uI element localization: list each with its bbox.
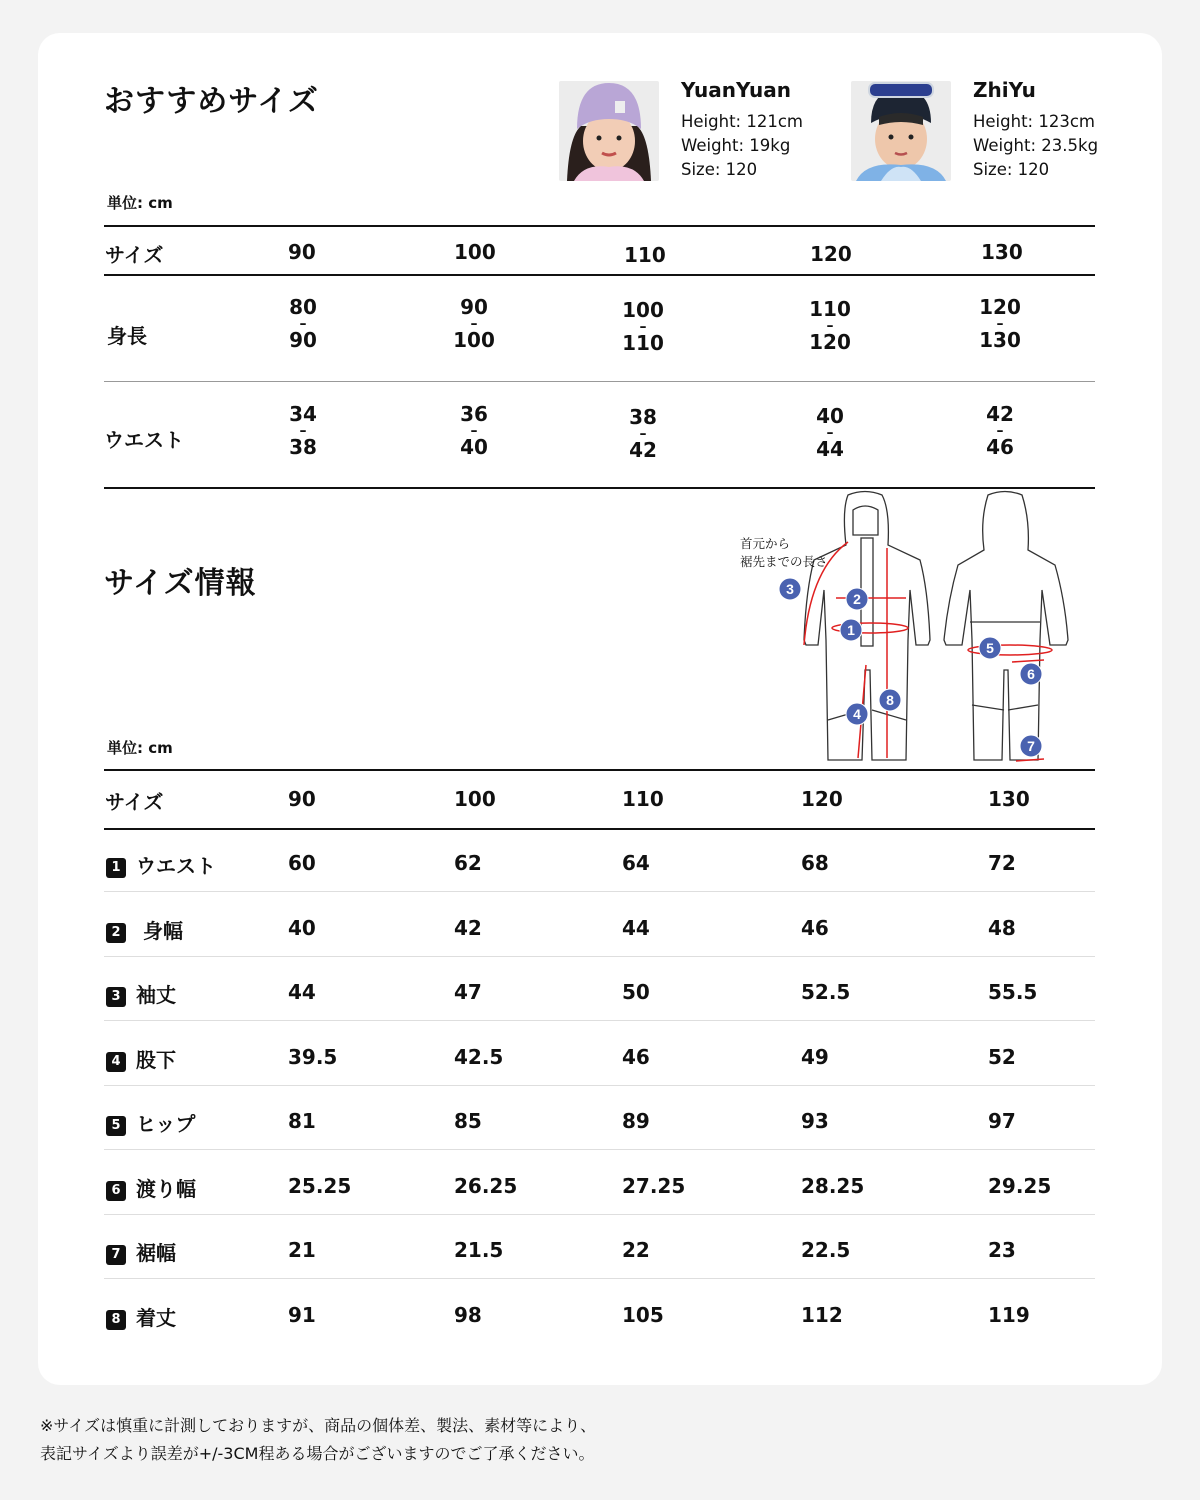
- recommend-header-label: サイズ: [105, 243, 164, 267]
- measurement-row-label: 1 ウエスト: [106, 850, 216, 879]
- recommend-size-90: 90: [288, 240, 316, 264]
- measurement-value: 46: [622, 1045, 650, 1069]
- model-size: Size: 120: [681, 160, 758, 179]
- recommend-size-110: 110: [624, 243, 666, 267]
- diagram-annotation: 首元から 裾先までの長さ: [740, 536, 828, 569]
- measurement-value: 60: [288, 851, 316, 875]
- svg-text:3: 3: [786, 581, 794, 597]
- number-badge-icon: 2: [106, 923, 126, 943]
- range-cell: 110 – 120: [809, 297, 851, 354]
- model-weight: Weight: 23.5kg: [973, 136, 1099, 155]
- measurement-value: 42: [454, 916, 482, 940]
- measurement-value: 52.5: [801, 980, 851, 1004]
- divider: [104, 891, 1095, 892]
- measurement-value: 26.25: [454, 1174, 518, 1198]
- measurement-row-label: 5 ヒップ: [106, 1108, 195, 1137]
- measurement-value: 22.5: [801, 1238, 851, 1262]
- model-photo-zhiyu: [851, 81, 951, 181]
- measurement-value: 55.5: [988, 980, 1038, 1004]
- divider: [104, 1085, 1095, 1086]
- measurement-row-label: 7 裾幅: [106, 1237, 176, 1266]
- range-cell: 80 – 90: [289, 295, 317, 352]
- model-card-yuanyuan: [681, 78, 803, 182]
- svg-text:1: 1: [847, 622, 855, 638]
- range-cell: 40 – 44: [816, 404, 844, 461]
- range-cell: 42 – 46: [986, 402, 1014, 459]
- number-badge-icon: 7: [106, 1245, 126, 1265]
- number-badge-icon: 1: [106, 858, 126, 878]
- measurement-row-label: 3 袖丈: [106, 979, 176, 1008]
- measurement-row-label: 6 渡り幅: [106, 1173, 196, 1202]
- measurement-value: 27.25: [622, 1174, 686, 1198]
- recommend-size-120: 120: [810, 242, 852, 266]
- measurement-value: 91: [288, 1303, 316, 1327]
- info-size-130: 130: [988, 787, 1030, 811]
- measurement-value: 50: [622, 980, 650, 1004]
- info-size-110: 110: [622, 787, 664, 811]
- number-badge-icon: 4: [106, 1052, 126, 1072]
- model-height: Height: 121cm: [681, 112, 803, 131]
- divider: [104, 274, 1095, 276]
- measurement-value: 28.25: [801, 1174, 865, 1198]
- model-weight: Weight: 19kg: [681, 136, 791, 155]
- recommend-size-130: 130: [981, 240, 1023, 264]
- number-badge-icon: 8: [106, 1310, 126, 1330]
- svg-text:2: 2: [853, 591, 861, 607]
- disclaimer-note: ※サイズは慎重に計測しておりますが、商品の個体差、製法、素材等により、 表記サイズより誤差が+/-3CM程ある場合がございますのでご了承ください。: [40, 1416, 597, 1463]
- range-cell: 34 – 38: [289, 402, 317, 459]
- range-cell: 36 – 40: [460, 402, 488, 459]
- measurement-value: 23: [988, 1238, 1016, 1262]
- divider: [104, 381, 1095, 382]
- info-unit-label: 単位: cm: [107, 739, 173, 757]
- info-size-100: 100: [454, 787, 496, 811]
- range-cell: 100 – 110: [622, 298, 664, 355]
- measurement-value: 98: [454, 1303, 482, 1327]
- measurement-row-label: 8 着丈: [106, 1302, 176, 1331]
- measurement-value: 89: [622, 1109, 650, 1133]
- range-cell: 90 – 100: [453, 295, 495, 352]
- divider: [104, 225, 1095, 227]
- measurement-value: 21.5: [454, 1238, 504, 1262]
- measurement-value: 64: [622, 851, 650, 875]
- measurement-value: 93: [801, 1109, 829, 1133]
- boy-photo-icon: [851, 81, 951, 181]
- divider: [104, 1214, 1095, 1215]
- snowsuit-diagram-icon: [720, 490, 1100, 770]
- model-height: Height: 123cm: [973, 112, 1095, 131]
- model-photo-yuanyuan: [559, 81, 659, 181]
- measurement-value: 97: [988, 1109, 1016, 1133]
- range-cell: 120 – 130: [979, 295, 1021, 352]
- number-badge-icon: 5: [106, 1116, 126, 1136]
- girl-photo-icon: [559, 81, 659, 181]
- measurement-value: 42.5: [454, 1045, 504, 1069]
- divider: [104, 828, 1095, 830]
- measurement-value: 72: [988, 851, 1016, 875]
- recommend-title: おすすめサイズ: [104, 84, 319, 119]
- measurement-value: 112: [801, 1303, 843, 1327]
- measurement-value: 44: [622, 916, 650, 940]
- measurement-value: 44: [288, 980, 316, 1004]
- measurement-value: 48: [988, 916, 1016, 940]
- divider: [104, 487, 1095, 489]
- recommend-unit-label: 単位: cm: [107, 194, 173, 212]
- measurement-value: 22: [622, 1238, 650, 1262]
- info-size-90: 90: [288, 787, 316, 811]
- divider: [104, 769, 1095, 771]
- measurement-value: 52: [988, 1045, 1016, 1069]
- measurement-value: 119: [988, 1303, 1030, 1327]
- divider: [104, 1020, 1095, 1021]
- measurement-value: 21: [288, 1238, 316, 1262]
- measurement-value: 105: [622, 1303, 664, 1327]
- svg-text:6: 6: [1027, 666, 1035, 682]
- model-name: ZhiYu: [973, 78, 1036, 102]
- range-cell: 38 – 42: [629, 405, 657, 462]
- measurement-value: 40: [288, 916, 316, 940]
- number-badge-icon: 6: [106, 1181, 126, 1201]
- info-size-120: 120: [801, 787, 843, 811]
- measurement-value: 46: [801, 916, 829, 940]
- recommend-size-100: 100: [454, 240, 496, 264]
- measurement-value: 29.25: [988, 1174, 1052, 1198]
- measurement-value: 62: [454, 851, 482, 875]
- row-label-waist: ウエスト: [104, 428, 184, 452]
- model-size: Size: 120: [973, 160, 1050, 179]
- measurement-value: 49: [801, 1045, 829, 1069]
- info-title: サイズ情報: [104, 566, 257, 601]
- svg-text:7: 7: [1027, 738, 1035, 754]
- row-label-height: 身長: [107, 324, 147, 348]
- svg-text:8: 8: [886, 692, 894, 708]
- model-name: YuanYuan: [681, 78, 791, 102]
- measurement-row-label: 4 股下: [106, 1044, 176, 1073]
- number-badge-icon: 3: [106, 987, 126, 1007]
- svg-text:5: 5: [986, 640, 994, 656]
- measurement-value: 39.5: [288, 1045, 338, 1069]
- info-header-label: サイズ: [105, 790, 164, 814]
- measurement-diagram: [720, 490, 1100, 770]
- measurement-value: 81: [288, 1109, 316, 1133]
- measurement-value: 85: [454, 1109, 482, 1133]
- measurement-row-label: 2 身幅: [106, 915, 183, 944]
- divider: [104, 1278, 1095, 1279]
- measurement-value: 47: [454, 980, 482, 1004]
- divider: [104, 956, 1095, 957]
- divider: [104, 1149, 1095, 1150]
- measurement-value: 68: [801, 851, 829, 875]
- svg-text:4: 4: [853, 706, 861, 722]
- model-card-zhiyu: [973, 78, 1098, 182]
- measurement-value: 25.25: [288, 1174, 352, 1198]
